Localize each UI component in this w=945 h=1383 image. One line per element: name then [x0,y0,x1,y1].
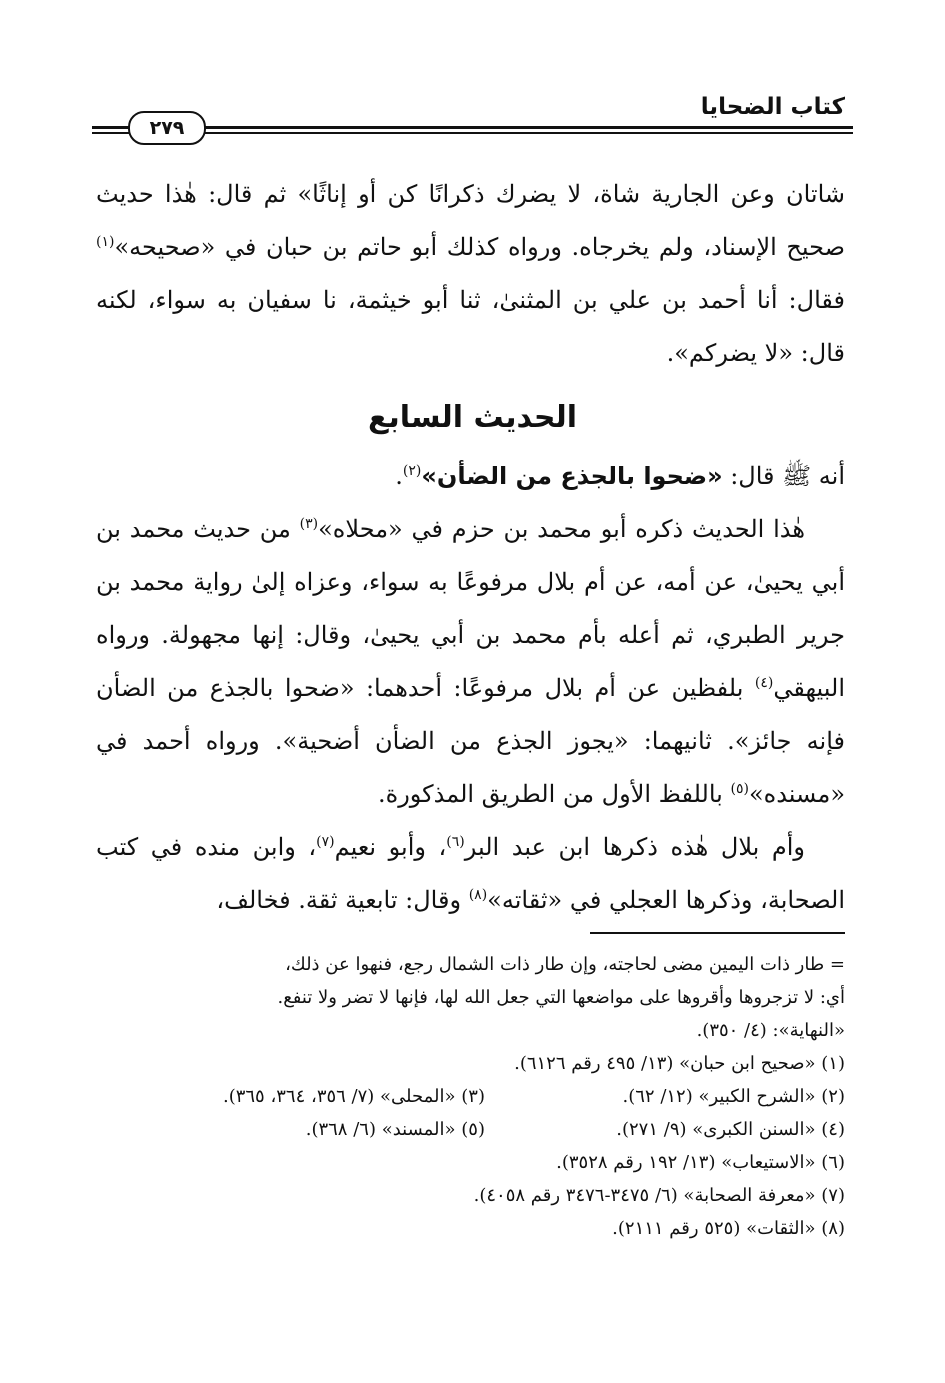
hadith-intro: أنه ﷺ قال: [722,462,845,490]
running-title: كتاب الضحايا [700,94,845,120]
body-text: وأم بلال هٰذه ذكرها ابن عبد البر [464,833,805,861]
footnote-ref: (٦) [446,834,465,850]
footnote-8: (٨) «الثقات» (٥٢٥ رقم ٢١١١). [612,1218,845,1239]
footnote-continuation-line: «النهاية»: (٤/ ٣٥٠). [696,1020,845,1041]
footnote-row [98,1113,845,1146]
body-text: فقال: أنا أحمد بن علي بن المثنىٰ، ثنا أبو خيثمة، نا سفيان به سواء، لكنه قال: «لا يضركم». [96,286,845,367]
footnote-ref: (٧) [316,834,335,850]
body-text: ، وأبو نعيم [334,833,447,861]
footnote-5: (٥) «المسند» (٦/ ٣٦٨). [305,1119,485,1140]
body-paragraphs-bottom [96,503,845,927]
body-text: وقال: تابعية ثقة. فخالف، [216,886,469,914]
footnote-ref: (٣) [299,516,319,532]
footnote-continuation-line: أي: لا تزجروها وأقروها على مواضعها التي جعل الله لها، فإنها لا تضر ولا تنفع. [277,987,845,1008]
footnote-continuation-line: = طار ذات اليمين مضى لحاجته، وإن طار ذات الشمال رجع، فنهوا عن ذلك، [285,954,845,975]
footnote-row [98,1080,845,1113]
hadith-line [96,456,845,496]
footnote-4: (٤) «السنن الكبرى» (٩/ ٢٧١). [616,1119,845,1140]
footnote-3: (٣) «المحلى» (٧/ ٣٥٦، ٣٦٤، ٣٦٥). [222,1086,485,1107]
body-paragraph-top [96,168,845,380]
hadith-end: . [395,462,403,490]
body-text: بلفظين عن أم بلال مرفوعًا: أحدهما: «ضحوا بالجذع من الضأن فإنه جائز». ثانيهما: «يجوز الجذع من الضأن أضحية». ورواه أحمد في «مسنده» [96,674,845,808]
footnote-row [98,1179,845,1212]
header-rule-thin [92,132,853,134]
footnote-6: (٦) «الاستيعاب» (١٣/ ١٩٢ رقم ٣٥٢٨). [556,1152,845,1173]
footnote-ref: (١) [96,234,115,250]
hadith-text: «ضحوا بالجذع من الضأن» [421,462,723,490]
footnote-2: (٢) «الشرح الكبير» (١٢/ ٦٢). [622,1086,845,1107]
header-rule-thick [92,126,853,129]
body-text: ، وابن منده في كتب الصحابة، وذكرها العجلي في «ثقاته» [96,833,845,914]
body-paragraph [96,503,845,821]
footnote-separator [590,932,845,934]
footnote-ref: (٤) [754,675,774,691]
body-text: شاتان وعن الجارية شاة، لا يضرك ذكرانًا كن أو إناثًا» ثم قال: هٰذا حديث صحيح الإسناد، ولم يخرجاه. ورواه كذلك أبو حاتم بن حبان في «صحيحه» [96,180,845,261]
footnotes [98,948,845,1245]
footnote-row [98,1146,845,1179]
footnote-ref: (٥) [730,781,749,797]
footnote-1: (١) «صحيح ابن حبان» (١٣/ ٤٩٥ رقم ٦١٢٦). [514,1053,845,1074]
footnote-row [98,1047,845,1080]
body-text: هٰذا الحديث ذكره أبو محمد بن حزم في «محلاه» [318,515,805,543]
body-text: من حديث محمد بن أبي يحيىٰ، عن أمه، عن أم بلال مرفوعًا به سواء، وعزاه إلىٰ رواية محمد بن جرير الطبري، ثم أعله بأم محمد بن أبي يحيىٰ، وقال: إنها مجهولة. ورواه البيهقي [96,515,845,702]
footnote-row [98,1212,845,1245]
footnote-ref: (٢) [402,463,422,479]
body-paragraph [96,821,845,927]
footnote-7: (٧) «معرفة الصحابة» (٦/ ٣٤٧٥-٣٤٧٦ رقم ٤٠٥٨). [473,1185,845,1206]
page-number: ٢٧٩ [128,111,206,145]
section-heading: الحديث السابع [367,400,578,435]
footnote-ref: (٨) [468,887,488,903]
body-text: باللفظ الأول من الطريق المذكورة. [377,780,731,808]
